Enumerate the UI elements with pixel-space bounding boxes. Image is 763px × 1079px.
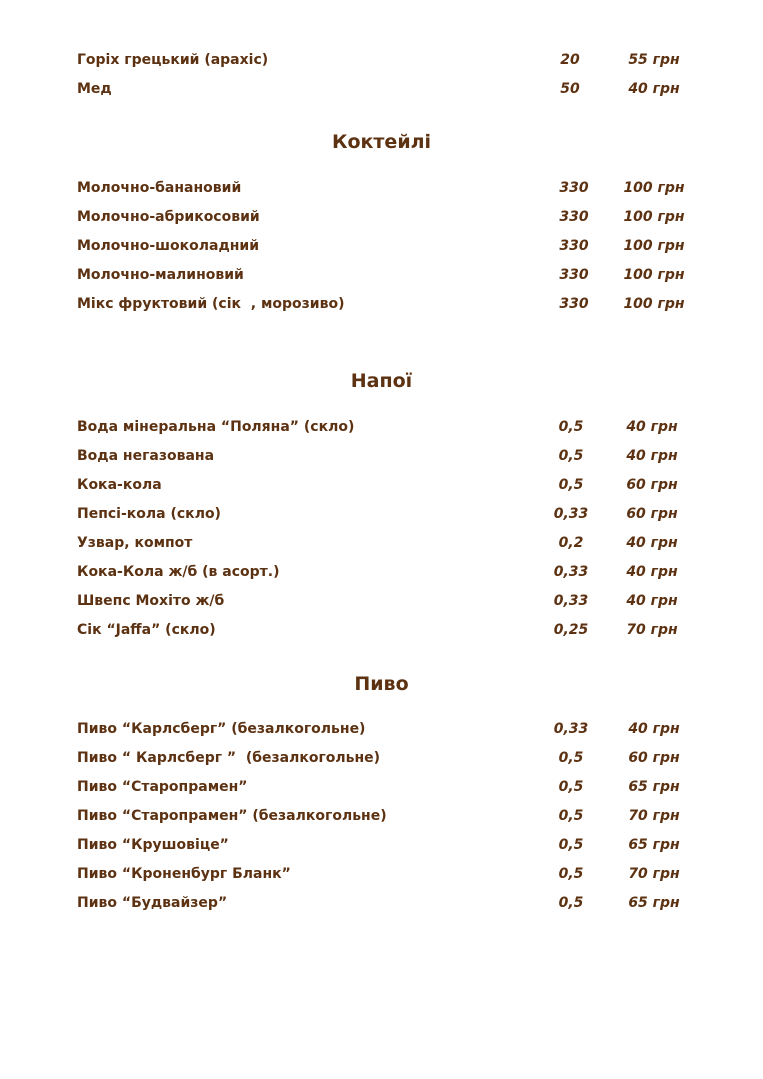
item-price: 40 грн (628, 721, 680, 737)
item-name: Пепсі-кола (скло) (77, 506, 221, 522)
menu-item (0, 78, 763, 100)
item-volume: 0,33 (553, 564, 589, 580)
item-name: Вода мінеральна “Поляна” (скло) (77, 419, 355, 435)
item-price: 60 грн (626, 506, 678, 522)
item-price: 60 грн (628, 750, 680, 766)
item-price: 40 грн (626, 448, 678, 464)
item-name: Кока-Кола ж/б (в асорт.) (77, 564, 280, 580)
item-name: Сік “Jaffa” (скло) (77, 622, 216, 638)
item-price: 100 грн (623, 180, 685, 196)
item-price: 40 грн (626, 593, 678, 609)
item-price: 65 грн (628, 779, 680, 795)
menu-item (0, 235, 763, 257)
item-name: Пиво “Карлсберг” (безалкогольне) (77, 721, 366, 737)
item-volume: 0,5 (558, 837, 584, 853)
item-volume: 330 (559, 209, 589, 225)
menu-item (0, 776, 763, 798)
menu-item (0, 863, 763, 885)
menu-item (0, 177, 763, 199)
section-title-drinks: Напої (350, 370, 413, 392)
item-price: 70 грн (628, 808, 680, 824)
section-title-beer: Пиво (354, 673, 409, 695)
item-price: 40 грн (626, 564, 678, 580)
item-name: Пиво “Будвайзер” (77, 895, 228, 911)
item-volume: 0,5 (558, 866, 584, 882)
item-volume: 0,33 (553, 506, 589, 522)
item-price: 70 грн (628, 866, 680, 882)
menu-item (0, 293, 763, 315)
item-price: 65 грн (628, 837, 680, 853)
item-volume: 20 (560, 52, 580, 68)
item-name: Мікс фруктовий (сік , морозиво) (77, 296, 345, 312)
item-name: Молочно-малиновий (77, 267, 244, 283)
item-volume: 0,5 (558, 779, 584, 795)
menu-item (0, 264, 763, 286)
item-name: Пиво “Старопрамен” (безалкогольне) (77, 808, 387, 824)
menu-item (0, 206, 763, 228)
item-name: Молочно-банановий (77, 180, 242, 196)
item-name: Молочно-абрикосовий (77, 209, 260, 225)
item-volume: 330 (559, 180, 589, 196)
item-volume: 0,5 (558, 808, 584, 824)
item-volume: 330 (559, 238, 589, 254)
item-price: 100 грн (623, 296, 685, 312)
item-price: 100 грн (623, 238, 685, 254)
item-price: 60 грн (626, 477, 678, 493)
menu-item (0, 561, 763, 583)
menu-item (0, 416, 763, 438)
menu-item (0, 747, 763, 769)
item-volume: 0,5 (558, 419, 584, 435)
item-price: 40 грн (626, 535, 678, 551)
item-name: Пиво “ Карлсберг ” (безалкогольне) (77, 750, 381, 766)
menu-item (0, 532, 763, 554)
item-volume: 0,5 (558, 895, 584, 911)
item-name: Мед (77, 81, 112, 97)
item-price: 65 грн (628, 895, 680, 911)
item-price: 40 грн (626, 419, 678, 435)
item-name: Горіх грецький (арахіс) (77, 52, 269, 68)
menu-item (0, 892, 763, 914)
item-price: 70 грн (626, 622, 678, 638)
menu-item (0, 49, 763, 71)
item-name: Швепс Мохіто ж/б (77, 593, 225, 609)
item-name: Узвар, компот (77, 535, 193, 551)
item-volume: 0,5 (558, 477, 584, 493)
menu-item (0, 805, 763, 827)
item-price: 40 грн (628, 81, 680, 97)
menu-item (0, 590, 763, 612)
item-price: 100 грн (623, 209, 685, 225)
item-volume: 50 (560, 81, 580, 97)
menu-item (0, 718, 763, 740)
item-volume: 0,5 (558, 448, 584, 464)
section-title-cocktails: Коктейлі (331, 131, 432, 153)
item-volume: 0,33 (553, 593, 589, 609)
item-volume: 330 (559, 267, 589, 283)
menu-item (0, 474, 763, 496)
item-name: Молочно-шоколадний (77, 238, 260, 254)
menu-item (0, 834, 763, 856)
item-volume: 0,5 (558, 750, 584, 766)
item-volume: 0,33 (553, 721, 589, 737)
item-volume: 0,25 (553, 622, 589, 638)
item-volume: 330 (559, 296, 589, 312)
menu-item (0, 619, 763, 641)
item-volume: 0,2 (558, 535, 584, 551)
menu-item (0, 503, 763, 525)
item-name: Пиво “Крушовіце” (77, 837, 229, 853)
item-name: Кока-кола (77, 477, 162, 493)
item-price: 100 грн (623, 267, 685, 283)
item-price: 55 грн (628, 52, 680, 68)
menu-item (0, 445, 763, 467)
item-name: Пиво “Кроненбург Бланк” (77, 866, 291, 882)
item-name: Пиво “Старопрамен” (77, 779, 248, 795)
item-name: Вода негазована (77, 448, 215, 464)
